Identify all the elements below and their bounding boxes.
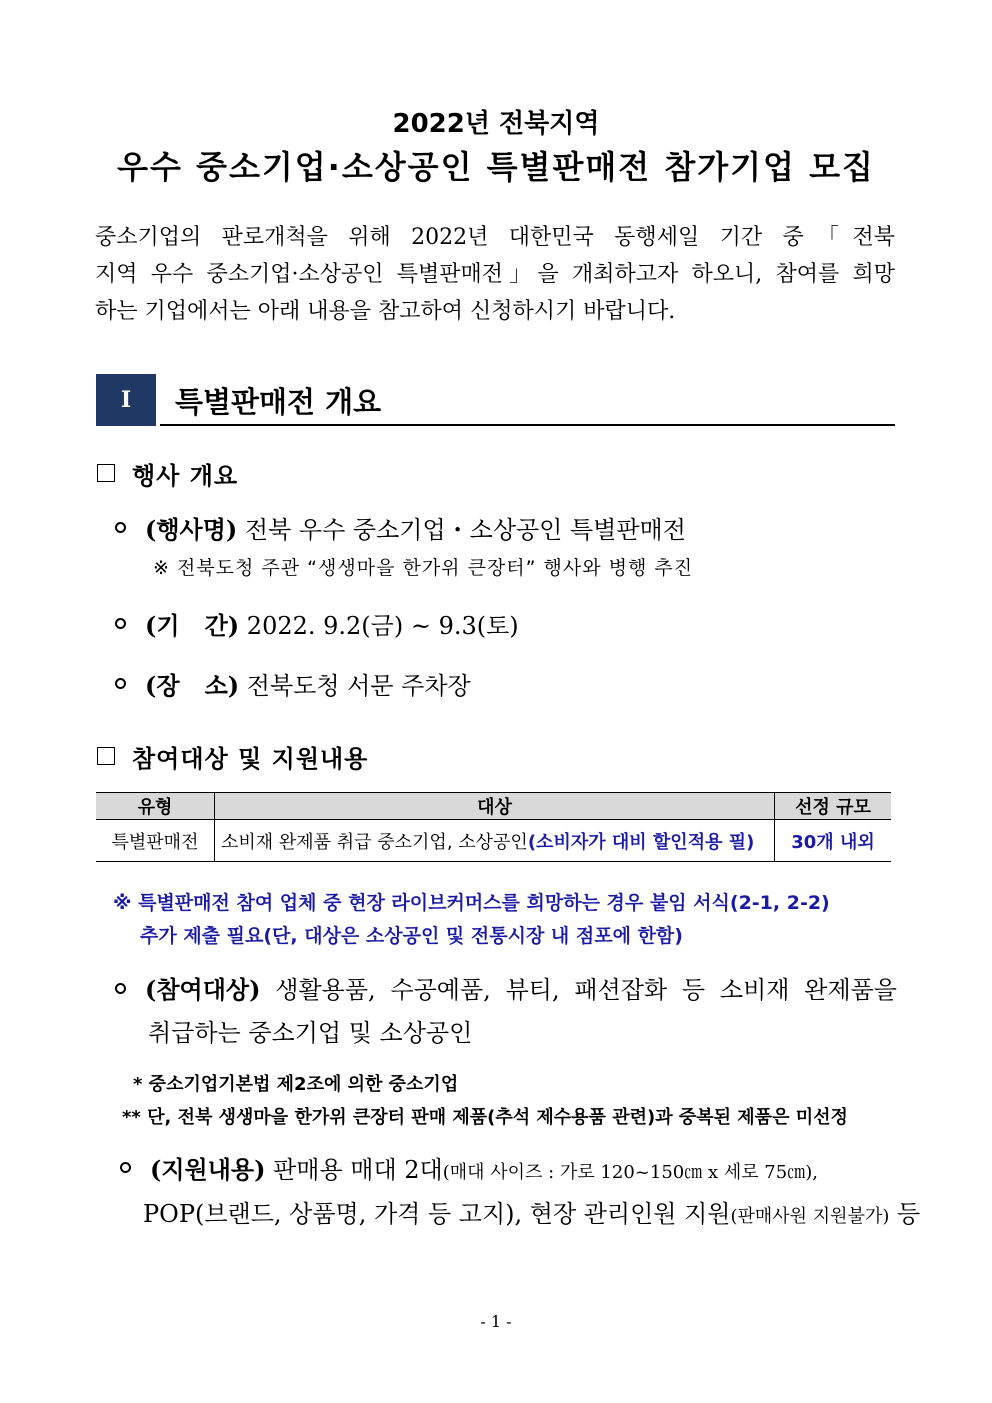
checkbox-square-icon (97, 464, 115, 482)
target-value-1: 생활용품, 수공예품, 뷰티, 패션잡화 등 소비재 완제품을 (275, 976, 897, 1004)
event-name-label: (행사명) (145, 515, 238, 544)
live-commerce-note-line-1: ※ 특별판매전 참여 업체 중 현장 라이브커머스를 희망하는 경우 붙임 서식(2-1, 2-2) (113, 892, 830, 914)
support-value-2: POP(브랜드, 상품명, 가격 등 고지), 현장 관리인원 지원 (143, 1200, 731, 1228)
event-period-label: (기 간) (145, 611, 240, 640)
event-name-note: ※ 전북도청 주관 “생생마을 한가위 큰장터” 행사와 병행 추진 (153, 557, 694, 579)
support-end: 등 (897, 1200, 921, 1228)
support-value-1: 판매용 매대 2대 (273, 1156, 443, 1184)
intro-line-2: 지역 우수 중소기업·소상공인 특별판매전」을 개최하고자 하오니, 참여를 희망 (95, 262, 895, 287)
cell-target (215, 820, 775, 862)
heading-participation: 참여대상 및 지원내용 (132, 744, 369, 773)
footnote-exclusion: ** 단, 전북 생생마을 한가위 큰장터 판매 제품(추석 제수용품 관련)과 중복된 제품은 미선정 (122, 1107, 848, 1128)
event-period-value: 2022. 9.2(금) ~ 9.3(토) (246, 612, 519, 640)
section-number: I (120, 387, 132, 413)
table-header-target: 대상 (215, 793, 775, 820)
target-label: (참여대상) (145, 975, 261, 1004)
table-row (96, 820, 891, 862)
ring-bullet-icon (115, 522, 126, 533)
section-title: 특별판매전 개요 (175, 385, 382, 419)
ring-bullet-icon (115, 618, 126, 629)
ring-bullet-icon (115, 678, 126, 689)
support-item-line-1 (150, 1150, 818, 1185)
page-number: - 1 - (480, 1312, 512, 1331)
support-label: (지원내용) (150, 1155, 266, 1184)
event-name-item (145, 510, 686, 545)
table-header-row (96, 793, 891, 820)
footnote-sme-definition: * 중소기업기본법 제2조에 의한 중소기업 (133, 1074, 459, 1095)
ring-bullet-icon (115, 983, 126, 994)
ring-bullet-icon (120, 1162, 131, 1173)
table-header-type: 유형 (96, 793, 215, 820)
event-name-value: 전북 우수 중소기업・소상공인 특별판매전 (244, 516, 686, 544)
support-note-1: (매대 사이즈 : 가로 120~150㎝ x 세로 75㎝), (442, 1162, 818, 1183)
cell-target-highlight: (소비자가 대비 할인적용 필) (527, 831, 755, 853)
section-rule (160, 424, 895, 426)
checkbox-square-icon (97, 747, 115, 765)
cell-scale: 30개 내외 (775, 820, 892, 862)
title-year-region: 2022년 전북지역 (392, 109, 600, 139)
cell-target-plain: 소비재 완제품 취급 중소기업, 소상공인 (221, 831, 528, 853)
event-place-value: 전북도청 서문 주차장 (246, 672, 471, 700)
cell-type: 특별판매전 (96, 820, 215, 862)
page-title: 우수 중소기업·소상공인 특별판매전 참가기업 모집 (117, 148, 875, 186)
support-table (96, 792, 891, 862)
table-header-scale: 선정 규모 (775, 793, 892, 820)
intro-line-3: 하는 기업에서는 아래 내용을 참고하여 신청하시기 바랍니다. (95, 299, 676, 324)
target-item-line-2: 취급하는 중소기업 및 소상공인 (148, 1019, 473, 1047)
target-item-line-1 (145, 970, 897, 1005)
live-commerce-note-line-2: 추가 제출 필요(단, 대상은 소상공인 및 전통시장 내 점포에 한함) (140, 925, 683, 947)
intro-line-1: 중소기업의 판로개척을 위해 2022년 대한민국 동행세일 기간 중「전북 (95, 225, 895, 250)
event-place-label: (장 소) (145, 671, 240, 700)
heading-event-overview: 행사 개요 (132, 461, 239, 490)
support-note-2: (판매사원 지원불가) (730, 1206, 890, 1227)
event-place-item (145, 666, 471, 701)
event-period-item (145, 606, 519, 641)
support-item-line-2 (143, 1194, 920, 1229)
